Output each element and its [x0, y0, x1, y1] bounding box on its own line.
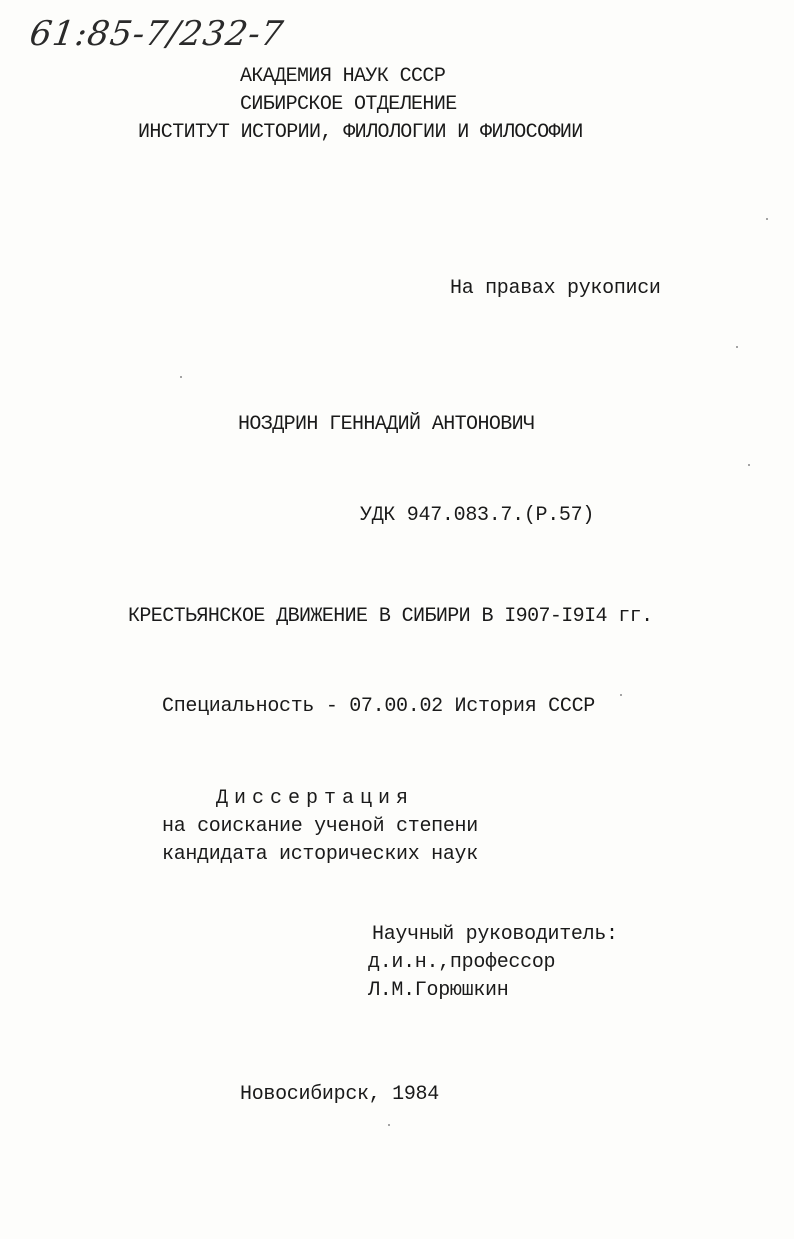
supervisor-degree: д.и.н.,профессор [368, 951, 556, 974]
paper-speck [748, 464, 750, 466]
archive-code-handwritten: 61:85-7/232-7 [27, 14, 287, 54]
paper-speck [766, 218, 768, 220]
header-academy: АКАДЕМИЯ НАУК СССР [240, 65, 446, 88]
supervisor-name: Л.М.Горюшкин [368, 979, 509, 1002]
place-and-year: Новосибирск, 1984 [240, 1083, 439, 1106]
paper-speck [388, 1124, 390, 1126]
paper-speck [620, 694, 622, 696]
author-name: НОЗДРИН ГЕННАДИЙ АНТОНОВИЧ [238, 413, 535, 436]
manuscript-rights-note: На правах рукописи [450, 277, 661, 300]
header-branch: СИБИРСКОЕ ОТДЕЛЕНИЕ [240, 93, 457, 116]
header-institute: ИНСТИТУТ ИСТОРИИ, ФИЛОЛОГИИ И ФИЛОСОФИИ [138, 121, 583, 144]
paper-speck [180, 376, 182, 378]
udc-code: УДК 947.083.7.(Р.57) [360, 504, 595, 527]
dissertation-word: Диссертация [216, 787, 415, 810]
dissertation-degree-line: на соискание ученой степени [162, 815, 478, 838]
specialty-line: Специальность - 07.00.02 История СССР [162, 695, 595, 718]
dissertation-title: КРЕСТЬЯНСКОЕ ДВИЖЕНИЕ В СИБИРИ В I907-I9I4 гг. [128, 605, 653, 628]
dissertation-field-line: кандидата исторических наук [162, 843, 478, 866]
paper-speck [736, 346, 738, 348]
supervisor-label: Научный руководитель: [372, 923, 618, 946]
